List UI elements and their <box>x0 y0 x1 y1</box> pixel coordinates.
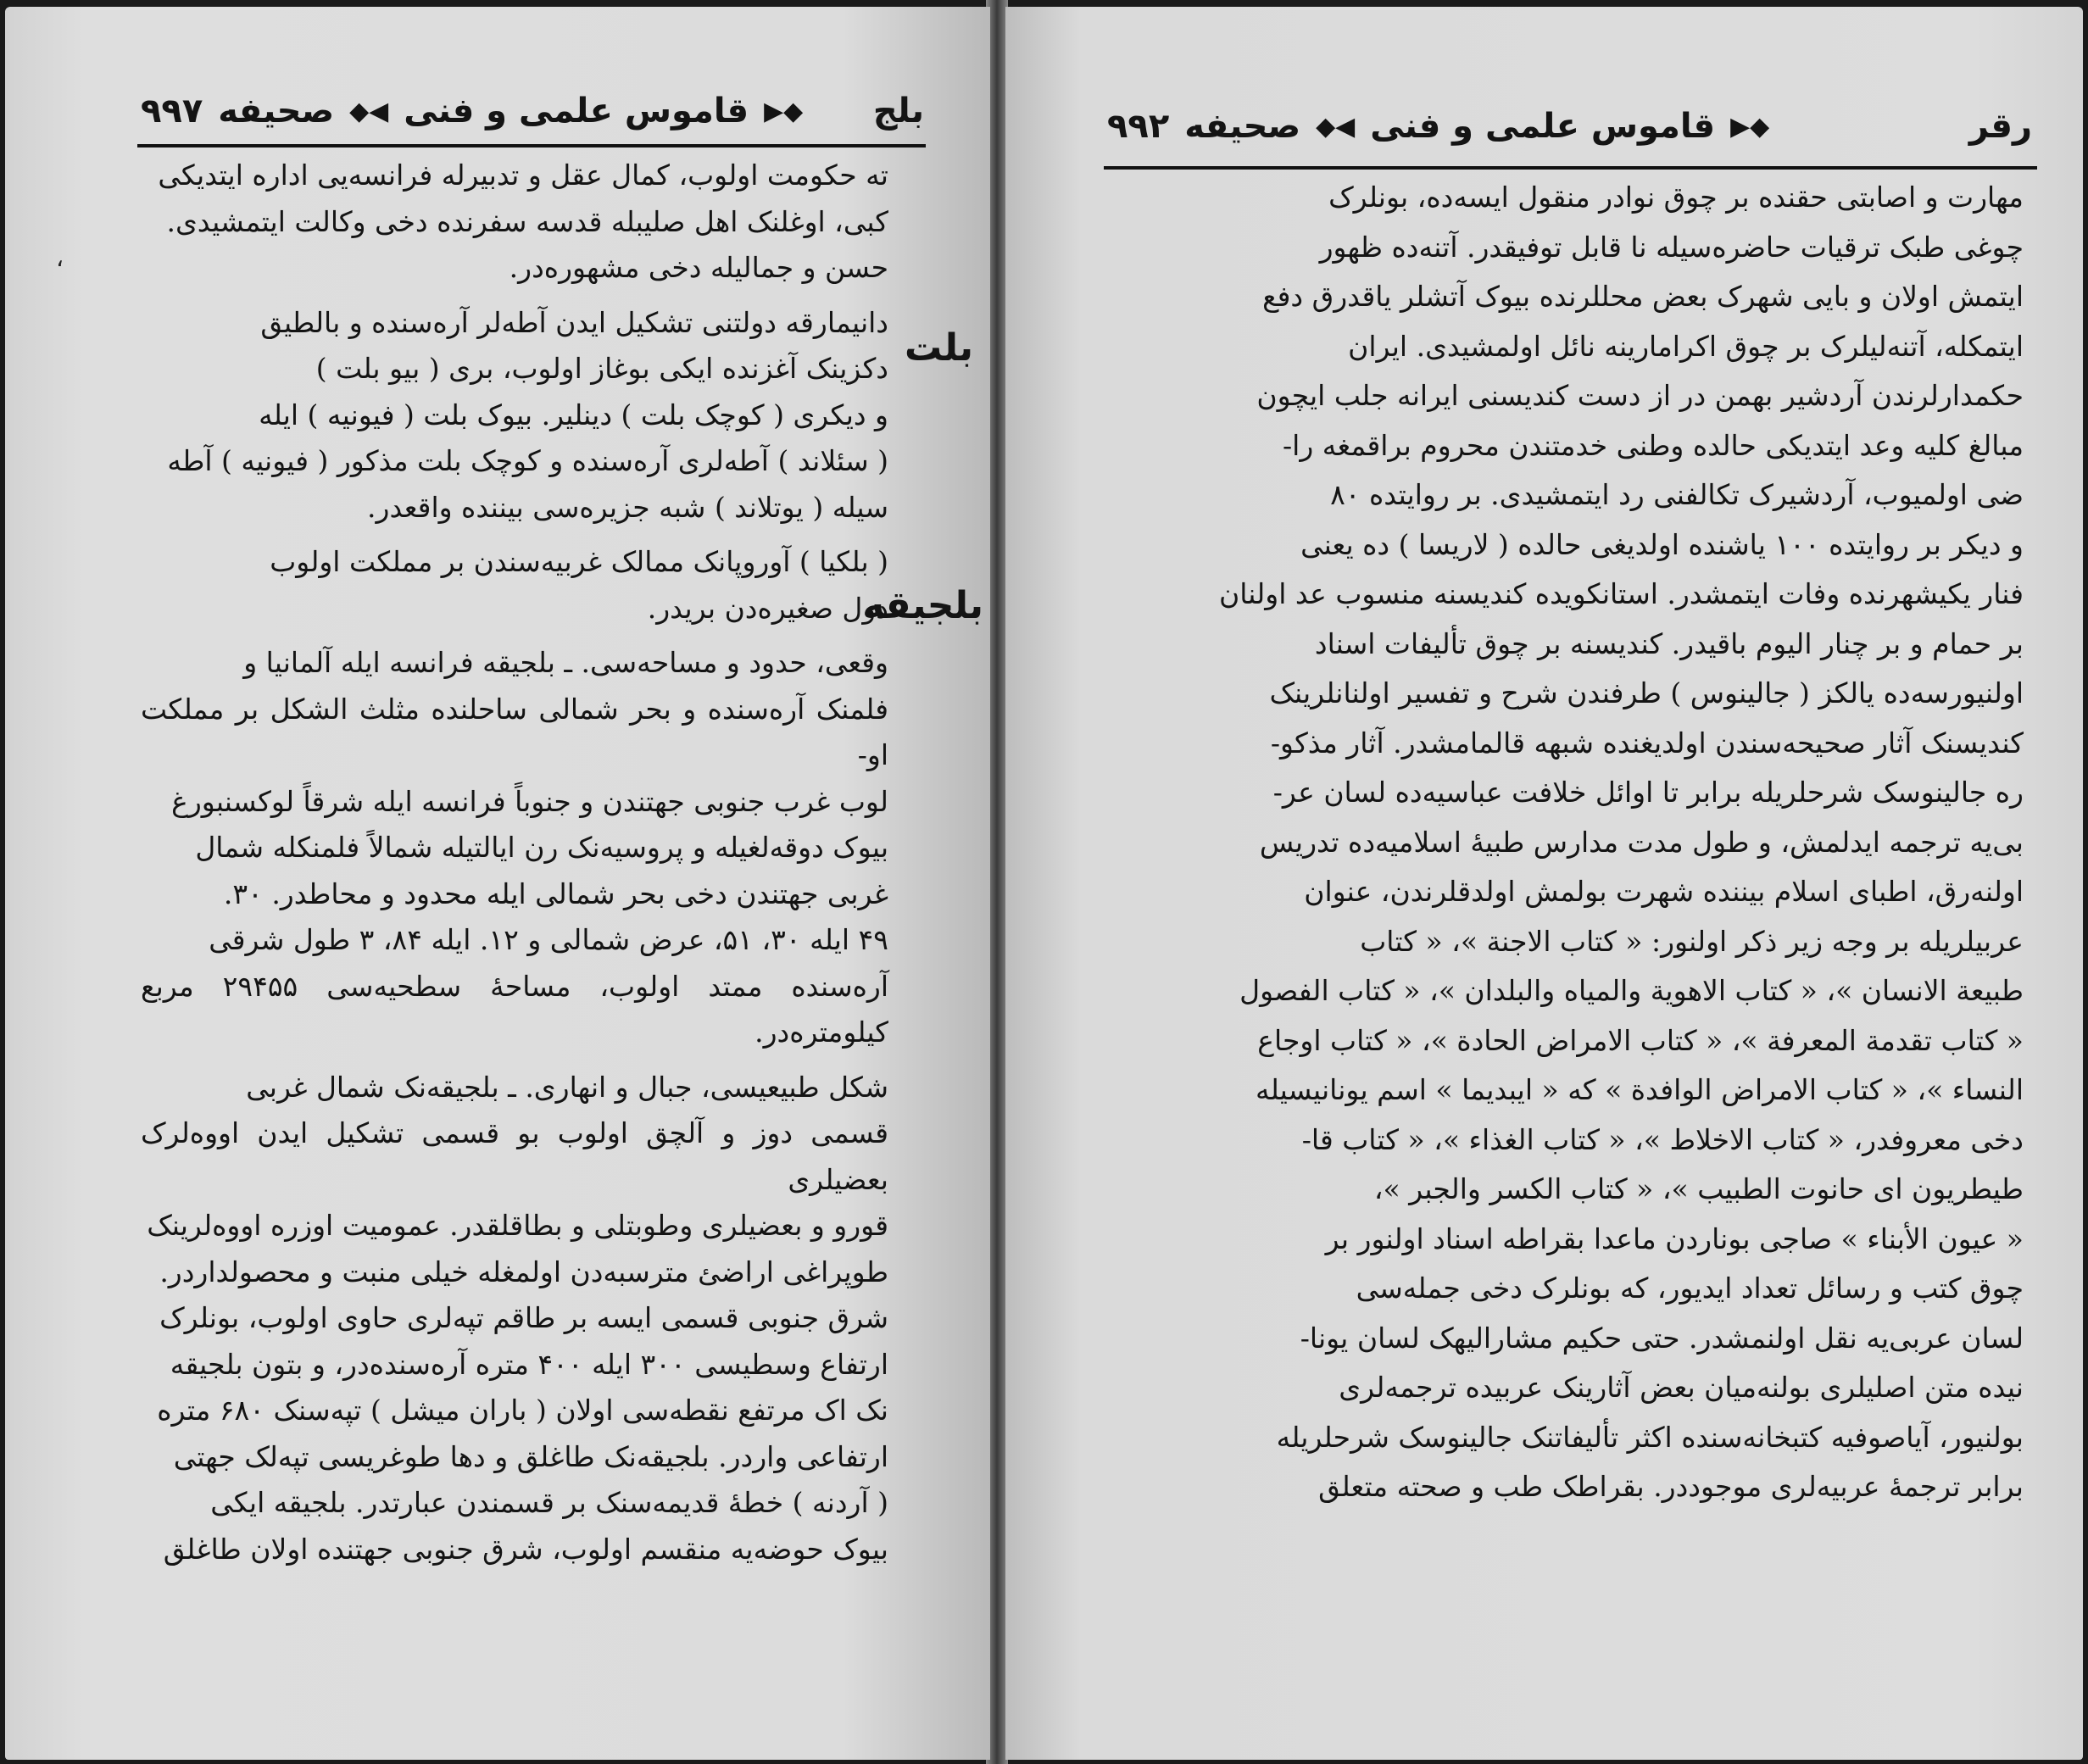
left-guide-word: بلج <box>872 92 924 131</box>
text-line: « عیون الأبناء » صاجی بوناردن ماعدا بقراطه اسناد اولنور بر <box>1325 1221 2024 1255</box>
left-header-title: قاموس علمی و فنی <box>404 92 749 131</box>
text-line: ( آردنه ) خطهٔ قدیمه‌سنک بر قسمندن عبارتدر. بلجیقه ایکی <box>210 1486 888 1519</box>
text-line: بیوک دوقه‌لغیله و پروسیه‌نک رن ایالتیله شمالاً فلمنکله شمال <box>195 831 888 864</box>
left-page-header <box>141 92 924 131</box>
ornament-icon: ◆▶ <box>764 96 804 126</box>
text-line: و دیکر بر روایتده ۱۰۰ یاشنده اولدیغی حالده ( لاریسا ) ده یعنی <box>1300 527 2024 561</box>
entry-headword: بلجیقه <box>862 584 983 627</box>
text-line: اولنیورسه‌ده یالکز ( جالینوس ) طرفندن شرح و تفسیر اولنانلرینک <box>1269 676 2024 709</box>
text-line: « کتاب تقدمة المعرفة »، « کتاب الامراض الحادة »، « کتاب اوجاع <box>1257 1023 2024 1057</box>
right-page-header <box>1107 107 2032 146</box>
margin-mark: ، <box>56 244 64 272</box>
text-line: النساء »، « کتاب الامراض الوافدة » که « ایبدیما » اسم یونانیسیله <box>1256 1073 2024 1106</box>
text-line: آره‌سنده ممتد اولوب، مساحهٔ سطحیه‌سی ۲۹۴۵۵ مربع کیلومتره‌در. <box>141 969 888 1049</box>
text-line: قسمی دوز و آلچق اولوب بو قسمی تشکیل ایدن اووه‌لرک بعضیلری <box>141 1116 888 1196</box>
right-header-rule <box>1104 166 2037 170</box>
text-line: ته حکومت اولوب، کمال عقل و تدبیرله فرانسه‌یی اداره ایتدیکی <box>158 159 888 192</box>
ornament-icon: ◀◆ <box>1316 111 1356 142</box>
text-line: طوپراغی اراضئ مترسبه‌دن اولمغله خیلی منبت و محصولداردر. <box>159 1255 888 1288</box>
right-page-number: ۹۹۲ <box>1107 107 1170 146</box>
left-page-number: ۹۹۷ <box>141 92 203 131</box>
entry-belt <box>141 300 973 531</box>
right-page <box>1005 7 2083 1760</box>
text-line: ره جالینوسک شرحلریله برابر تا اوائل خلافت عباسیه‌ده لسان عر- <box>1272 776 2024 809</box>
text-line: عربیلریله بر وجه زیر ذکر اولنور: « کتاب الاجنة »، « کتاب <box>1360 924 2024 958</box>
text-line: ارتفاع وسطیسی ۳۰۰ ایله ۴۰۰ متره آره‌سنده‌در، و بتون بلجیقه‌ <box>170 1347 888 1381</box>
text-line: دکزینک آغزنده ایکی بوغاز اولوب، بری ( بیو بلت ) <box>315 352 888 385</box>
text-line: ( سئلاند ) آطه‌لری آره‌سنده و کوچک بلت مذکور ( فیونیه ) آطه <box>167 444 888 477</box>
text-line: چوغی طبک ترقیات حاضره‌سیله نا قابل توفیقدر. آتنه‌ده ظهور <box>1319 230 2024 264</box>
text-line: نک اک مرتفع نقطه‌سی اولان ( باران میشل ) تپه‌سنک ۶۸۰ متره <box>157 1394 888 1427</box>
left-page <box>5 7 990 1760</box>
text-line: ۴۹ ایله ۳۰، ۵۱، عرض شمالی و ۱۲. ایله ۸۴، ۳ طول شرقی <box>209 923 888 956</box>
right-header-title: قاموس علمی و فنی <box>1370 107 1716 146</box>
text-line: دانیمارقه دولتنی تشکیل ایدن آطه‌لر آره‌سنده و بالطیق <box>260 305 888 339</box>
text-line: قورو و بعضیلری وطوبتلی و بطاقلقدر. عمومیت اوزره اووه‌لرینک <box>147 1209 888 1242</box>
right-page-word: صحیفه <box>1184 107 1301 146</box>
text-line: حکمدارلرندن آردشیر بهمن در از دست کندیسنی ایرانه جلب ایچون <box>1256 379 2024 412</box>
text-line: شرق جنوبی قسمی ایسه بر طاقم تپه‌لری حاوی اولوب، بونلرک <box>159 1301 888 1334</box>
text-line: برابر ترجمهٔ عربیه‌لری موجوددر. بقراطک طب و صحته متعلق <box>1318 1470 2024 1503</box>
text-line: ایتمکله، آتنه‌لیلرک بر چوق اکرامارینه نائل اولمشیدی. ایران <box>1348 329 2024 363</box>
text-line: ضی اولمیوب، آردشیرک تکالفنی رد ایتمشیدی. بر روایتده ۸۰ <box>1330 478 2024 511</box>
text-line: و دیکری ( کوچک بلت ) دینلیر. بیوک بلت ( فیونیه ) ایله <box>259 398 888 431</box>
continuation-paragraph <box>141 153 888 292</box>
paragraph-location <box>141 640 888 1056</box>
text-line: طبیعة الانسان »، « کتاب الاهویة والمیاه والبلدان »، « کتاب الفصول <box>1239 974 2024 1007</box>
text-line: مبالغ کلیه وعد ایتدیکی حالده وطنی خدمتندن محروم براقمغه را- <box>1283 428 2024 462</box>
text-line: دول صغیره‌دن بریدر. <box>647 591 888 625</box>
left-header-title-group <box>141 92 803 131</box>
text-line: کندیسنک آثار صحیحه‌سندن اولدیغنده شبهه قالمامشدر. آثار مذکو- <box>1270 726 2024 760</box>
text-line: ایتمش اولان و بایی شهرک بعض محللرنده بیوک آتشلر یاقدرق دفع <box>1262 280 2024 313</box>
text-line: چوق کتب و رسائل تعداد ایدیور، که بونلرک دخی جمله‌سی <box>1356 1272 2024 1305</box>
text-line: طیطریون ای حانوت الطبیب »، « کتاب الکسر والجبر »، <box>1373 1172 2024 1205</box>
text-line: کبی، اوغلنک اهل صلیبله قدسه سفرنده دخی وکالت ایتمشیدی. <box>166 204 888 238</box>
text-line: اولنه‌رق، اطبای اسلام بیننده شهرت بولمش اولدقلرندن، عنوان <box>1304 875 2024 908</box>
text-line: وقعی، حدود و مساحه‌سی. ـ بلجیقه فرانسه ایله آلمانیا و <box>243 646 888 679</box>
text-line: حسن و جمالیله دخی مشهوره‌در. <box>509 251 888 284</box>
text-line: بی‌یه ترجمه ایدلمش، و طول مدت مدارس طبیهٔ اسلامیه‌ده تدریس <box>1259 825 2024 859</box>
text-line: فنار یکیشهرنده وفات ایتمشدر. استانکویده کندیسنه منسوب عد اولنان <box>1218 577 2024 610</box>
text-line: بیوک حوضه‌یه منقسم اولوب، شرق جنوبی جهتنده اولان طاغلق <box>163 1532 888 1566</box>
text-line: دخی معروفدر، « کتاب الاخلاط »، « کتاب الغذاء »، « کتاب قا- <box>1301 1122 2024 1156</box>
ornament-icon: ◀◆ <box>349 96 389 126</box>
right-guide-word: رقر <box>1968 107 2032 146</box>
text-line: فلمنک آره‌سنده و بحر شمالی ساحلنده مثلث الشکل بر مملکت او- <box>141 692 888 771</box>
text-line: سیله ( یوتلاند ) شبه جزیره‌سی بیننده واقعدر. <box>367 490 888 524</box>
text-line: شکل طبیعیسی، جبال و انهاری. ـ بلجیقه‌نک شمال غربی <box>246 1070 888 1104</box>
entry-belcika <box>141 539 983 632</box>
text-line: بر حمام و بر چنار الیوم باقیدر. کندیسنه بر چوق تألیفات اسناد <box>1314 626 2024 660</box>
text-line: غربی جهتندن دخی بحر شمالی ایله محدود و محاطدر. ۳۰. <box>223 876 888 910</box>
text-line: بولنیور، آیاصوفیه کتبخانه‌سنده اکثر تألیفاتنک جالینوسک شرحلریله <box>1276 1420 2024 1454</box>
left-page-word: صحیفه <box>218 92 335 131</box>
text-line: ( بلکیا ) آوروپانک ممالک غربیه‌سندن بر مملکت اولوب <box>270 545 888 578</box>
text-line: نیده متن اصلیلری بولنه‌میان بعض آثارینک عربیده ترجمه‌لری <box>1339 1371 2024 1404</box>
text-line: لوب غرب جنوبی جهتندن و جنوباً فرانسه ایله شرقاً لوکسنبورغ <box>171 784 888 818</box>
paragraph-geography <box>141 1065 888 1573</box>
text-line: مهارت و اصابتی حقنده بر چوق نوادر منقول ایسه‌ده، بونلرک <box>1328 181 2024 214</box>
text-line: لسان عربی‌یه نقل اولنمشدر. حتی حکیم مشارالیهک لسان یونا- <box>1300 1321 2024 1355</box>
ornament-icon: ◆▶ <box>1730 111 1770 142</box>
right-page-body <box>1107 173 2024 1512</box>
entry-headword: بلت <box>904 326 973 370</box>
text-line: ارتفاعی واردر. بلجیقه‌نک طاغلق و دها طوغریسی تپه‌لک جهتی <box>173 1439 888 1473</box>
left-header-rule <box>137 144 926 147</box>
left-page-body <box>141 153 983 1572</box>
right-header-title-group <box>1107 107 1769 146</box>
